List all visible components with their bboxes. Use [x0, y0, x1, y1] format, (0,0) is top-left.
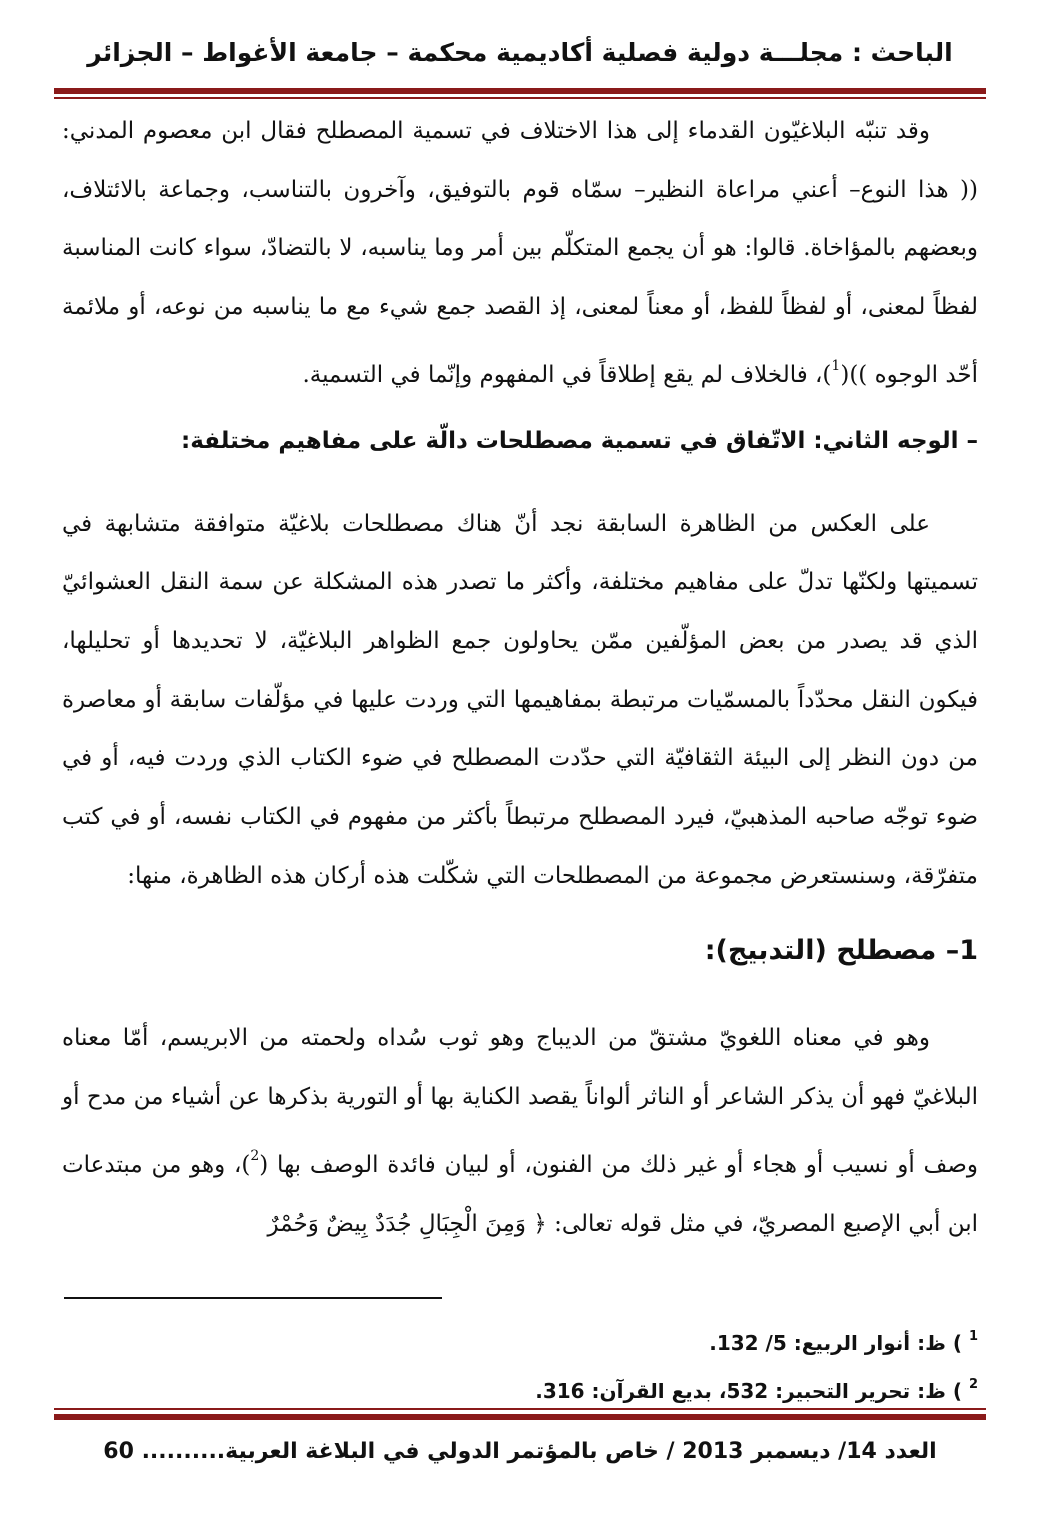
- header-rule-thick: [54, 88, 986, 94]
- paragraph-1-end: )، فالخلاف لم يقع إطلاقاً في المفهوم وإنّما في التسمية.: [302, 361, 832, 388]
- running-header: الباحث : مجلـــة دولية فصلية أكاديمية محكمة – جامعة الأغواط – الجزائر: [87, 38, 953, 67]
- paragraph-3-end: )، وهو من مبتدعات ابن أبي الإصبع المصريّ، في مثل قوله تعالى: ﴿ وَمِنَ الْجِبَالِ جُدَدٌ بِيضٌ وَحُمْرٌ: [62, 1151, 978, 1237]
- footnote-1-text: ) ظ: أنوار الربيع: 5/ 132.: [709, 1331, 962, 1355]
- footnote-2-text: ) ظ: تحرير التحبير: 532، بديع القرآن: 316.: [535, 1379, 962, 1403]
- paragraph-2: على العكس من الظاهرة السابقة نجد أنّ هناك مصطلحات بلاغيّة متوافقة متشابهة في تسميتها ولكنّها تدلّ على مفاهيم مختلفة، وأكثر ما تصدر هذه المشكلة عن سمة النقل العشوائيّ الذي قد يصدر من بعض المؤلّفين ممّن يحاولون جمع الظواهر البلاغيّة، لا تحديدها أو تحليلها، فيكون النقل محدّداً بالمسمّيات مرتبطة بمفاهيمها التي وردت عليها في مؤلّفات سابقة أو معاصرة من دون النظر إلى البيئة الثقافيّة التي حدّدت المصطلح في ضوء الكتاب الذي وردت فيه، أو في ضوء توجّه صاحبه المذهبيّ، فيرد المصطلح مرتبطاً بأكثر من مفهوم في الكتاب نفسه، أو في كتب متفرّقة، وسنستعرض مجموعة من المصطلحات التي شكّلت هذه أركان هذه الظاهرة، منها:: [62, 510, 978, 889]
- footnote-ref-1: 1: [831, 357, 841, 374]
- footnotes: [62, 1316, 978, 1412]
- footer-issue-text: العدد 14/ ديسمبر 2013 / خاص بالمؤتمر الدولي في البلاغة العربية..........: [141, 1439, 937, 1464]
- subsection-heading-tadbij: 1– مصطلح (التدبيج):: [704, 935, 978, 967]
- page-number: 60: [103, 1439, 134, 1464]
- footnote-1: [62, 1316, 978, 1364]
- footnote-1-number: 1: [968, 1329, 978, 1344]
- paragraph-3: [62, 1009, 978, 1253]
- header-rule-thin: [54, 97, 986, 99]
- footer-rule-thick: [54, 1414, 986, 1420]
- footnote-separator: [64, 1297, 442, 1299]
- paragraph-1: [62, 102, 978, 405]
- paragraph-3-text: وهو في معناه اللغويّ مشتقّ من الديباج وهو ثوب سُداه ولحمته من الابريسم، أمّا معناه البلاغيّ فهو أن يذكر الشاعر أو الناثر ألواناً يقصد الكناية بها أو التورية بذكرها عن أشياء من مدح أو وصف أو نسيب أو هجاء أو غير ذلك من الفنون، أو لبيان فائدة الوصف بها (: [62, 1025, 978, 1178]
- footnote-2: [62, 1364, 978, 1412]
- paragraph-1-text: وقد تنبّه البلاغيّون القدماء إلى هذا الاختلاف في تسمية المصطلح فقال ابن معصوم المدني: (( هذا النوع– أعني مراعاة النظير– سمّاه قوم بالتوفيق، وآخرون بالتناسب، وجماعة بالائتلاف، وبعضهم بالمؤاخاة. قالوا: هو أن يجمع المتكلّم بين أمر وما يناسبه، لا بالتضادّ، سواء كانت المناسبة لفظاً لمعنى، أو لفظاً للفظ، أو معناً لمعنى، إذ القصد جمع شيء مع ما يناسبه من نوعه، أو ملائمة أحّد الوجوه ))(: [62, 118, 978, 388]
- running-footer: [60, 1430, 980, 1474]
- footnote-2-number: 2: [968, 1377, 978, 1392]
- footer-rule-thin: [54, 1408, 986, 1410]
- section-heading-second-aspect: – الوجه الثاني: الاتّفاق في تسمية مصطلحات دالّة على مفاهيم مختلفة:: [181, 427, 978, 454]
- footnote-ref-2: 2: [250, 1147, 260, 1164]
- main-content: [62, 102, 978, 1253]
